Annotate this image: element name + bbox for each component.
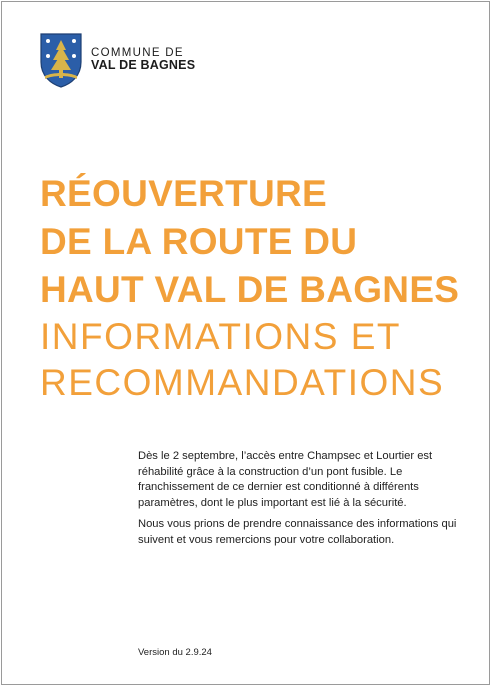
commune-logo[interactable] [39, 32, 195, 88]
intro-paragraph-2: Nous vous prions de prendre connaissance des informations qui suivent et vous remercions pour votre collaboration. [138, 518, 457, 546]
title-line-2: DE LA ROUTE DU [40, 221, 358, 262]
logo-text [91, 47, 195, 73]
document-page [1, 1, 490, 685]
title-line-1: RÉOUVERTURE [40, 173, 327, 214]
val-de-bagnes-crest-icon [39, 32, 83, 88]
title-line-3: HAUT VAL DE BAGNES [40, 269, 460, 310]
commune-label: COMMUNE DE [91, 46, 184, 59]
document-title [40, 170, 459, 406]
subtitle-line-1: INFORMATIONS ET [40, 316, 401, 357]
subtitle-line-2: RECOMMANDATIONS [40, 362, 445, 403]
intro-paragraph-1: Dès le 2 septembre, l’accès entre Champsec et Lourtier est réhabilité grâce à la construction d’un pont fusible. Le franchissement de ce dernier est conditionné à différents paramètres, dont le plus important est lié à la sécurité. [138, 450, 433, 509]
intro-text [138, 449, 468, 554]
commune-name: VAL DE BAGNES [91, 58, 196, 73]
version-label: Version du 2.9.24 [138, 647, 212, 658]
